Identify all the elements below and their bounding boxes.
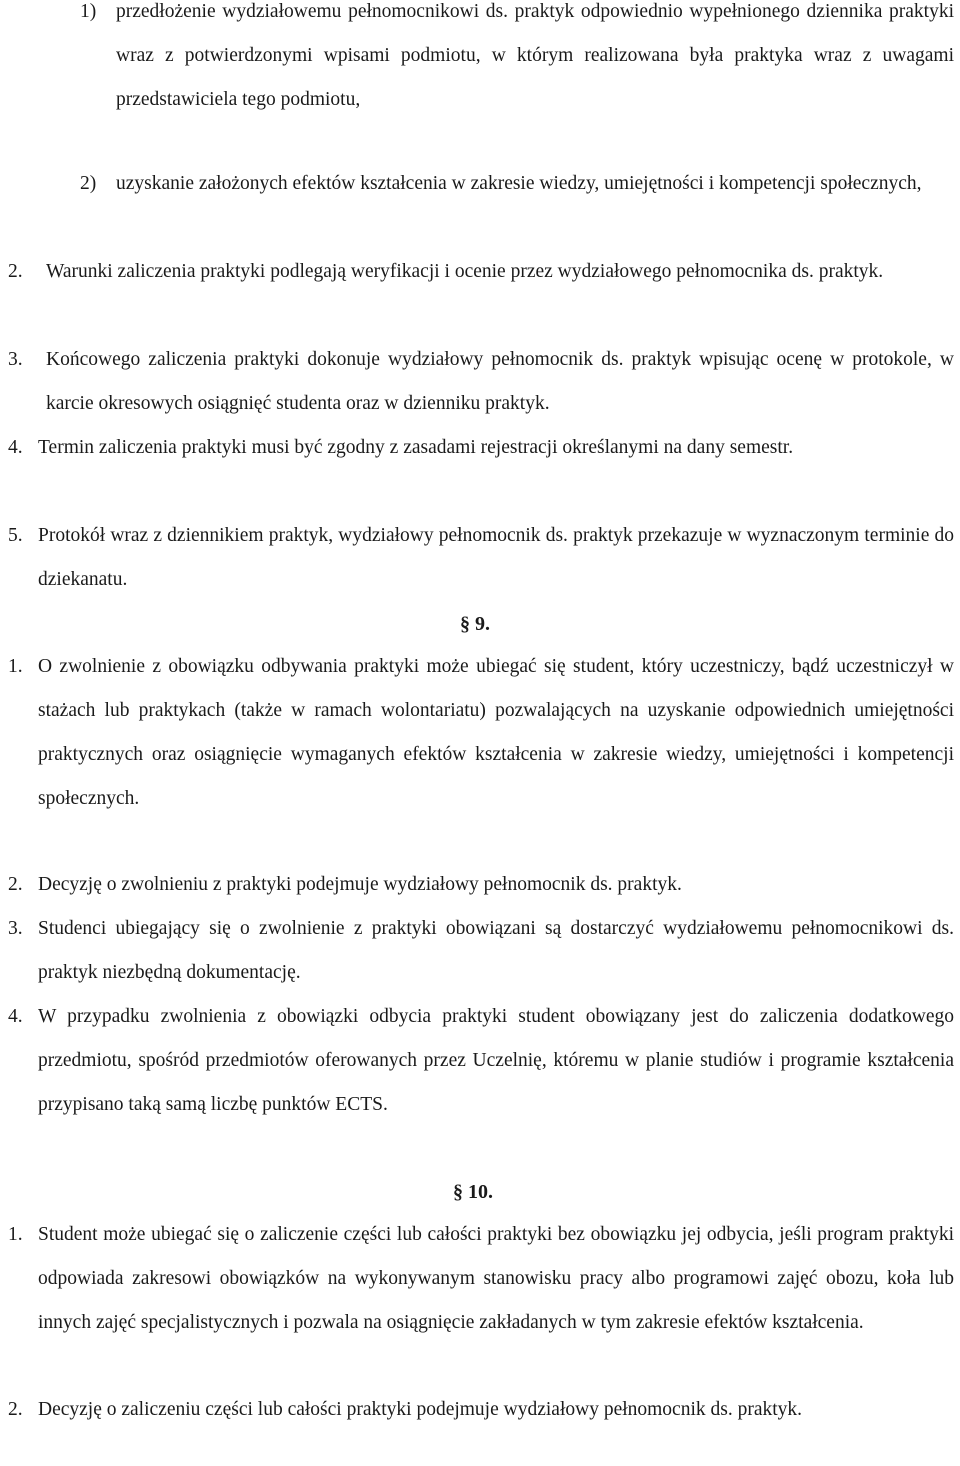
item-text: uzyskanie założonych efektów kształcenia w zakresie wiedzy, umiejętności i kompetencji społecznych, [116, 173, 922, 194]
item-text: Studenci ubiegający się o zwolnienie z praktyki obowiązani są dostarczyć wydziałowemu pełnomocnikowi ds. praktyk niezbędną dokumentację. [38, 918, 954, 983]
list-item [8, 514, 954, 602]
item-text: Termin zaliczenia praktyki musi być zgodny z zasadami rejestracji określanymi na dany semestr. [38, 437, 794, 458]
item-text: Protokół wraz z dziennikiem praktyk, wydziałowy pełnomocnik ds. praktyk przekazuje w wyznaczonym terminie do dziekanatu. [38, 525, 954, 590]
list-item [8, 426, 954, 470]
item-number: 3. [8, 349, 23, 370]
item-text: Decyzję o zaliczeniu części lub całości praktyki podejmuje wydziałowy pełnomocnik ds. praktyk. [38, 1399, 803, 1420]
item-text: przedłożenie wydziałowemu pełnomocnikowi ds. praktyk odpowiednio wypełnionego dziennika praktyki wraz z potwierdzonymi wpisami podmiotu, w którym realizowana była praktyka wraz z uwagami przedstawiciela tego podmiotu, [116, 1, 954, 110]
item-number: 2. [8, 1399, 23, 1420]
item-number: 2. [8, 874, 23, 895]
list-item [8, 338, 954, 426]
item-text: Końcowego zaliczenia praktyki dokonuje wydziałowy pełnomocnik ds. praktyk wpisując ocenę w protokole, w karcie okresowych osiągnięć studenta oraz w dzienniku praktyk. [46, 349, 954, 414]
item-text: W przypadku zwolnienia z obowiązki odbycia praktyki student obowiązany jest do zaliczenia dodatkowego przedmiotu, spośród przedmiotów oferowanych przez Uczelnię, któremu w planie studiów i programie kształcenia przypisano taką samą liczbę punktów ECTS. [38, 1006, 954, 1115]
list-item [8, 995, 954, 1127]
list-item [80, 162, 954, 206]
list-item [8, 250, 954, 294]
item-text: Warunki zaliczenia praktyki podlegają weryfikacji i ocenie przez wydziałowego pełnomocnika ds. praktyk. [46, 261, 884, 282]
item-number: 1) [80, 1, 97, 22]
list-item [8, 645, 954, 821]
item-number: 4. [8, 437, 23, 458]
item-text: Decyzję o zwolnieniu z praktyki podejmuje wydziałowy pełnomocnik ds. praktyk. [38, 874, 682, 895]
list-item [8, 1388, 954, 1432]
item-number: 2. [8, 261, 23, 282]
item-text: O zwolnienie z obowiązku odbywania praktyki może ubiegać się student, który uczestniczy, bądź uczestniczył w stażach lub praktykach (także w ramach wolontariatu) pozwalających na uzyskanie odpowiednich umiejętności praktycznych oraz osiągnięcie wymaganych efektów kształcenia w zakresie wiedzy, umiejętności i kompetencji społecznych. [38, 656, 954, 809]
item-number: 5. [8, 525, 23, 546]
section-heading: § 9. [460, 613, 490, 635]
list-item [80, 0, 954, 122]
item-number: 1. [8, 1224, 23, 1245]
item-number: 3. [8, 918, 23, 939]
item-number: 4. [8, 1006, 23, 1027]
item-text: Student może ubiegać się o zaliczenie części lub całości praktyki bez obowiązku jej odbycia, jeśli program praktyki odpowiada zakresowi obowiązków na wykonywanym stanowisku pracy albo programowi zajęć obozu, koła lub innych zajęć specjalistycznych i pozwala na osiągnięcie zakładanych w tym zakresie efektów kształcenia. [38, 1224, 954, 1333]
list-item [8, 863, 954, 907]
item-number: 1. [8, 656, 23, 677]
list-item [8, 1213, 954, 1345]
list-item [8, 907, 954, 995]
item-number: 2) [80, 173, 97, 194]
section-heading: § 10. [453, 1181, 493, 1203]
